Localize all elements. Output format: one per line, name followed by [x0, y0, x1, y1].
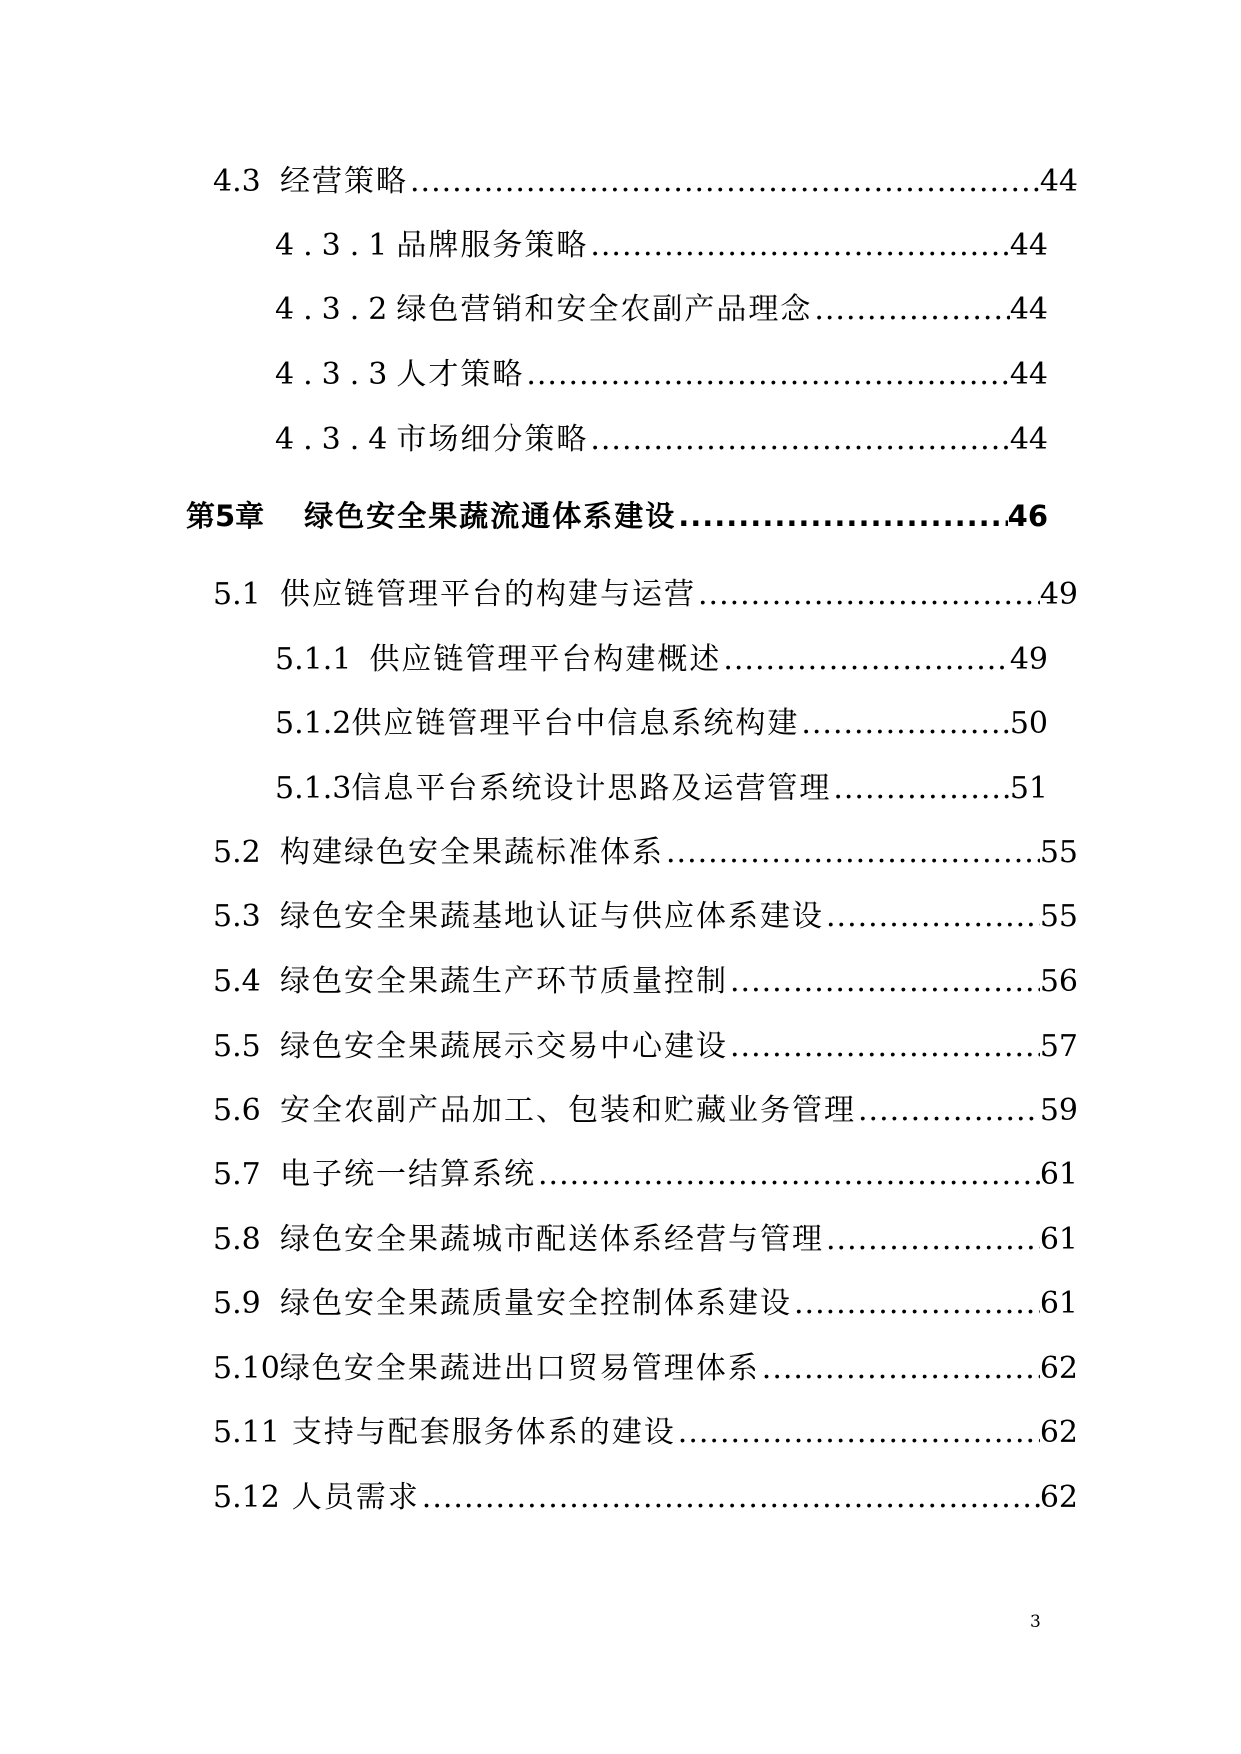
toc-entry-page: 62: [1039, 1480, 1078, 1515]
toc-entry-title: 电子统一结算系统: [280, 1157, 536, 1192]
dot-leader: [721, 640, 1009, 680]
toc-chapter-5: [186, 496, 1048, 536]
toc-entry-title: 绿色营销和安全农副产品理念: [396, 292, 813, 327]
dot-leader: [824, 897, 1040, 937]
toc-entry-title: 供应链管理平台中信息系统构建: [351, 706, 800, 741]
dot-leader: [408, 162, 1040, 202]
toc-entry-5-1-1: [275, 640, 1048, 680]
toc-entry-page: 56: [1039, 964, 1078, 999]
toc-entry-number: 5.3: [213, 899, 261, 934]
dot-leader: [536, 1155, 1040, 1195]
toc-entry-page: 62: [1039, 1415, 1078, 1450]
toc-entry-number: 4.3.2: [275, 292, 397, 327]
toc-entry-number: 5.9: [213, 1286, 261, 1321]
toc-entry-title: 绿色安全果蔬城市配送体系经营与管理: [280, 1222, 824, 1257]
toc-entry-4-3-4: [275, 420, 1048, 460]
toc-entry-number: 5.1.2: [275, 706, 352, 741]
toc-entry-title: 市场细分策略: [396, 422, 589, 457]
toc-entry-page: 61: [1039, 1286, 1078, 1321]
toc-entry-5-8: [213, 1220, 1078, 1260]
toc-entry-5-9: [213, 1284, 1078, 1324]
toc-entry-title: 绿色安全果蔬生产环节质量控制: [280, 964, 728, 999]
dot-leader: [799, 704, 1009, 744]
dot-leader: [792, 1284, 1040, 1324]
toc-entry-number: 4.3.3: [275, 357, 397, 392]
toc-entry-5-12: [213, 1478, 1078, 1518]
toc-chapter-page: 46: [1007, 499, 1048, 533]
toc-entry-page: 62: [1039, 1351, 1078, 1386]
toc-entry-5-10: [213, 1349, 1078, 1389]
dot-leader: [676, 496, 1007, 536]
toc-entry-page: 55: [1039, 899, 1078, 934]
toc-entry-5-3: [213, 897, 1078, 937]
dot-leader: [812, 290, 1009, 330]
toc-entry-page: 49: [1039, 577, 1078, 612]
toc-entry-number: 5.2: [213, 835, 261, 870]
toc-entry-page: 44: [1039, 164, 1078, 199]
toc-entry-title: 人员需求: [291, 1480, 420, 1515]
toc-entry-5-1-3: [275, 769, 1048, 809]
toc-entry-title: 绿色安全果蔬展示交易中心建设: [280, 1029, 728, 1064]
dot-leader: [856, 1091, 1040, 1131]
dot-leader: [420, 1478, 1040, 1518]
toc-entry-number: 4.3.1: [275, 228, 397, 263]
dot-leader: [696, 575, 1040, 615]
toc-entry-page: 55: [1039, 835, 1078, 870]
toc-entry-number: 5.11: [213, 1415, 280, 1450]
toc-entry-title: 安全农副产品加工、包装和贮藏业务管理: [280, 1093, 856, 1128]
dot-leader: [588, 226, 1009, 266]
toc-entry-title: 支持与配套服务体系的建设: [291, 1415, 676, 1450]
toc-entry-5-7: [213, 1155, 1078, 1195]
toc-entry-5-4: [213, 962, 1078, 1002]
toc-entry-page: 51: [1009, 771, 1048, 806]
dot-leader: [824, 1220, 1040, 1260]
toc-entry-page: 59: [1039, 1093, 1078, 1128]
dot-leader: [728, 1027, 1040, 1067]
toc-entry-page: 44: [1009, 228, 1048, 263]
toc-entry-number: 5.4: [213, 964, 261, 999]
toc-entry-5-2: [213, 833, 1078, 873]
toc-entry-number: 5.6: [213, 1093, 261, 1128]
toc-entry-title: 绿色安全果蔬基地认证与供应体系建设: [280, 899, 824, 934]
dot-leader: [760, 1349, 1040, 1389]
dot-leader: [664, 833, 1040, 873]
toc-entry-page: 49: [1009, 642, 1048, 677]
toc-entry-4-3: [213, 162, 1078, 202]
toc-entry-number: 4.3.4: [275, 422, 397, 457]
toc-entry-title: 品牌服务策略: [396, 228, 589, 263]
toc-chapter-title: 绿色安全果蔬流通体系建设: [304, 499, 677, 533]
toc-entry-page: 44: [1009, 422, 1048, 457]
toc-entry-title: 经营策略: [280, 164, 408, 199]
toc-entry-page: 61: [1039, 1222, 1078, 1257]
page-number: 3: [1030, 1612, 1041, 1632]
toc-entry-number: 5.1.3: [275, 771, 352, 806]
toc-entry-4-3-3: [275, 355, 1048, 395]
toc-entry-page: 61: [1039, 1157, 1078, 1192]
toc-entry-5-11: [213, 1413, 1078, 1453]
toc-entry-4-3-1: [275, 226, 1048, 266]
toc-entry-title: 绿色安全果蔬质量安全控制体系建设: [280, 1286, 792, 1321]
toc-entry-4-3-2: [275, 290, 1048, 330]
toc-entry-title: 信息平台系统设计思路及运营管理: [351, 771, 832, 806]
toc-entry-page: 44: [1009, 357, 1048, 392]
toc-entry-number: 4.3: [213, 164, 261, 199]
toc-entry-number: 5.8: [213, 1222, 261, 1257]
toc-entry-title: 构建绿色安全果蔬标准体系: [280, 835, 664, 870]
toc-entry-title: 供应链管理平台构建概述: [369, 642, 722, 677]
toc-entry-page: 50: [1009, 706, 1048, 741]
toc-entry-number: 5.1: [213, 577, 261, 612]
toc-entry-page: 44: [1009, 292, 1048, 327]
dot-leader: [588, 420, 1009, 460]
toc-entry-5-5: [213, 1027, 1078, 1067]
toc-entry-title: 绿色安全果蔬进出口贸易管理体系: [279, 1351, 760, 1386]
toc-entry-page: 57: [1039, 1029, 1078, 1064]
toc-entry-title: 供应链管理平台的构建与运营: [280, 577, 696, 612]
toc-entry-number: 5.5: [213, 1029, 261, 1064]
dot-leader: [728, 962, 1040, 1002]
toc-entry-title: 人才策略: [396, 357, 525, 392]
toc-entry-number: 5.10: [213, 1351, 280, 1386]
toc-entry-number: 5.12: [213, 1480, 280, 1515]
toc-entry-number: 5.7: [213, 1157, 261, 1192]
dot-leader: [524, 355, 1009, 395]
toc-entry-5-1-2: [275, 704, 1048, 744]
toc-chapter-number: 第5章: [186, 499, 265, 533]
toc-entry-5-1: [213, 575, 1078, 615]
toc-entry-number: 5.1.1: [275, 642, 352, 677]
dot-leader: [676, 1413, 1040, 1453]
toc-entry-5-6: [213, 1091, 1078, 1131]
dot-leader: [831, 769, 1009, 809]
